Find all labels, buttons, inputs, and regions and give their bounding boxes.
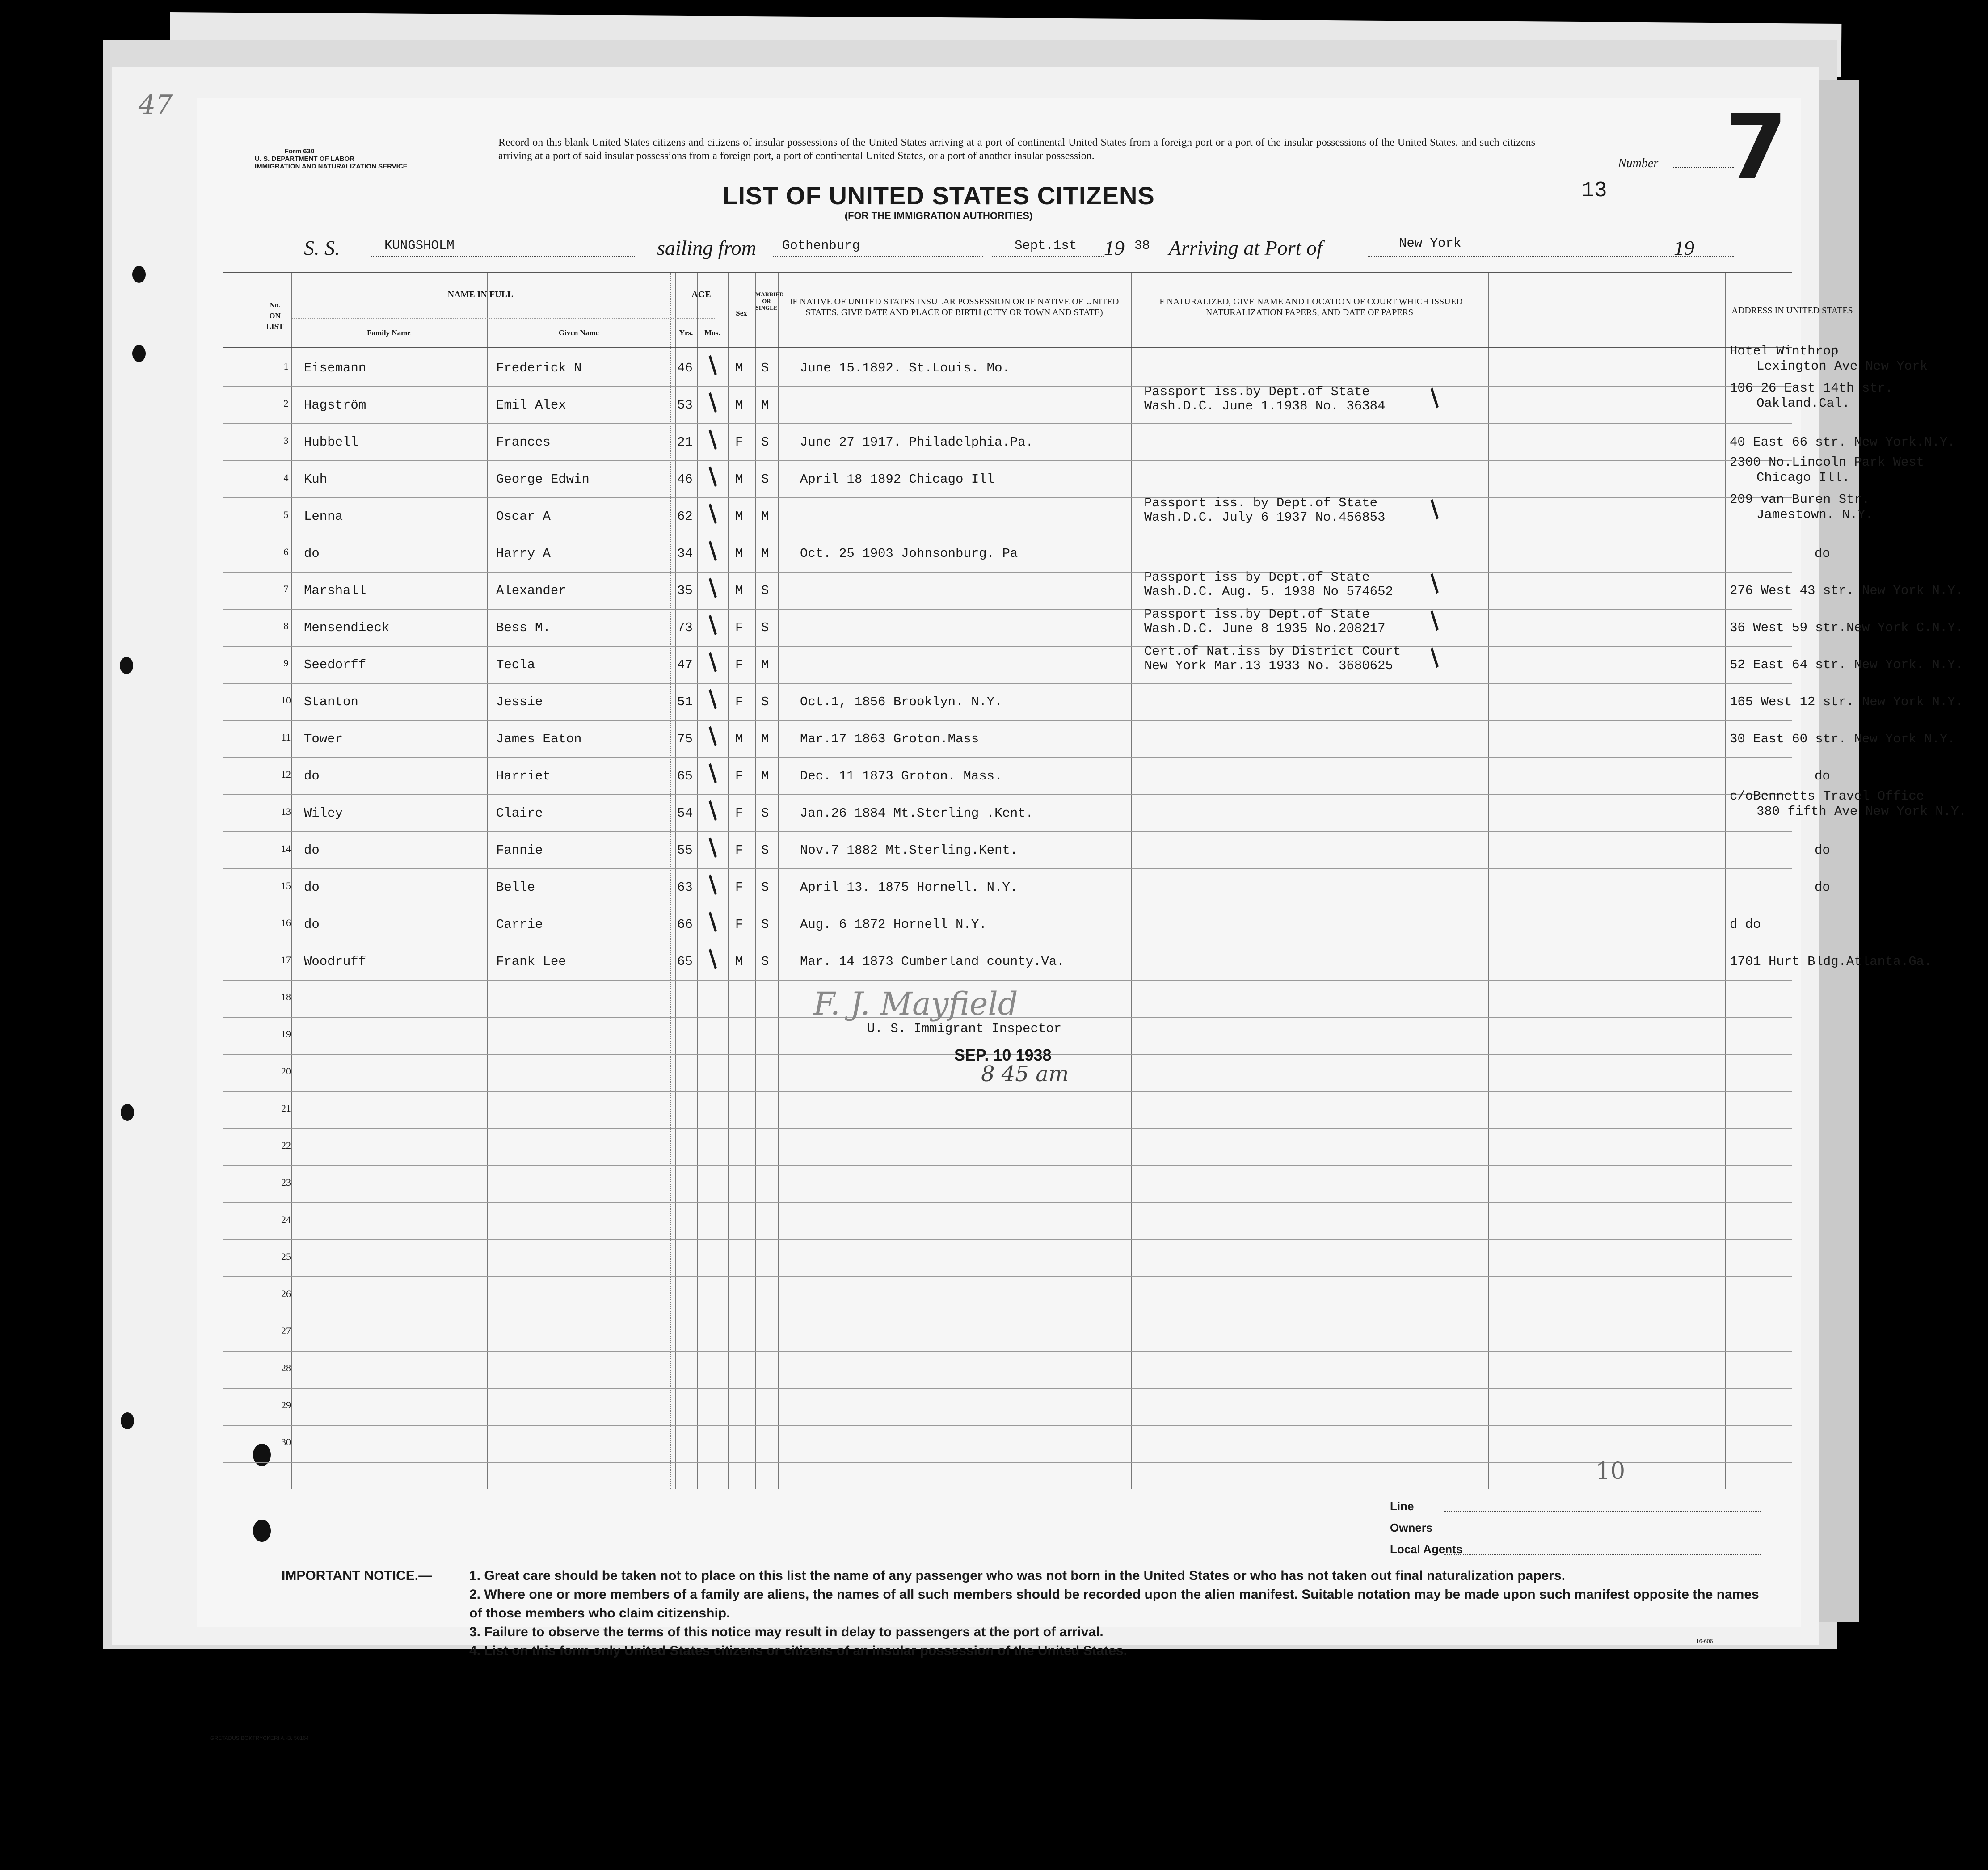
sex: M [735,583,743,598]
row-number: 10 [281,695,291,706]
family-name: Hagström [304,398,366,413]
age-years: 75 [677,732,693,746]
address-line: 276 West 43 str. New York N.Y. [1730,583,1963,598]
family-name: do [304,546,320,561]
birth-info: Nov.7 1882 Mt.Sterling.Kent. [800,843,1018,858]
given-name: Tecla [496,657,535,672]
row-number: 16 [281,917,291,928]
year2-prefix: 19 [1674,236,1694,259]
column-divider [1488,273,1489,1489]
check-mark: / [701,648,724,676]
given-name: Bess M. [496,620,551,635]
row-rule [223,1202,1792,1203]
address-line: 40 East 66 str. New York.N.Y. [1730,435,1955,450]
header-birth: IF NATIVE OF UNITED STATES INSULAR POSSESSION OR IF NATIVE OF UNITED STATES, GIVE DATE AND PLACE OF BIRTH (CITY OR TOWN AND STATE) [789,297,1119,317]
row-number: 21 [281,1103,291,1114]
check-mark: / [1423,644,1446,671]
row-number: 7 [283,583,289,594]
family-name: do [304,880,320,895]
row-number: 27 [281,1325,291,1336]
age-years: 51 [677,695,693,709]
family-name: Seedorff [304,657,366,672]
row-number: 23 [281,1177,291,1188]
check-mark: / [701,425,724,453]
check-mark: / [701,388,724,416]
column-divider [728,273,729,1489]
header-years: Yrs. [679,329,693,337]
row-number: 12 [281,769,291,780]
sex: F [735,769,743,783]
address-line: d do [1730,917,1761,932]
address-line: 1701 Hurt Bldg.Atlanta.Ga. [1730,954,1932,969]
naturalization-line: Wash.D.C. July 6 1937 No.456853 [1144,510,1386,525]
check-mark: / [701,537,724,564]
form-title: LIST OF UNITED STATES CITIZENS [722,181,1155,210]
age-years: 65 [677,769,693,783]
age-years: 46 [677,361,693,375]
sex: M [735,472,743,487]
notice-item: 2. Where one or more members of a family are aliens, the names of all such members should be recorded upon the alien manifest. Suitable notation may be made upon such manifest opposite the names of those members who claim citizenship. [469,1587,1759,1621]
birth-info: Mar.17 1863 Groton.Mass [800,732,979,746]
row-rule [223,1239,1792,1240]
marital-status: S [761,361,769,375]
birth-info: Dec. 11 1873 Groton. Mass. [800,769,1002,783]
sex: M [735,361,743,375]
address-line: 36 West 59 str.New York C.N.Y. [1730,620,1963,635]
punch-hole [253,1520,271,1542]
given-name: Frederick N [496,361,582,375]
age-years: 66 [677,917,693,932]
check-mark: / [701,834,724,861]
naturalization-line: Cert.of Nat.iss by District Court [1144,644,1401,659]
marital-status: S [761,880,769,895]
naturalization-line: Passport iss by Dept.of State [1144,570,1370,585]
family-name: Eisemann [304,361,366,375]
birth-info: June 15.1892. St.Louis. Mo. [800,361,1010,375]
header-name-in-full: NAME IN FULL [447,290,514,299]
address-line: Oakland.Cal. [1756,396,1850,411]
age-years: 63 [677,880,693,895]
age-years: 35 [677,583,693,598]
row-rule [223,980,1792,981]
row-number: 4 [283,472,289,483]
header-sex: Sex [736,309,747,317]
address-line: do [1815,880,1830,895]
row-number: 29 [281,1399,291,1411]
family-name: Hubbell [304,435,358,450]
sex: M [735,546,743,561]
marital-status: M [761,509,769,524]
address-line: Chicago Ill. [1756,470,1850,485]
row-number: 22 [281,1140,291,1151]
sex: F [735,435,743,450]
row-rule [223,386,1792,387]
sex: M [735,509,743,524]
check-mark: / [701,351,724,379]
dotted-line [371,256,635,257]
port-to: New York [1399,236,1462,251]
birth-info: Oct. 25 1903 Johnsonburg. Pa [800,546,1018,561]
dotted-line [773,256,983,257]
check-mark: / [701,500,724,527]
time-note: 8 45 am [981,1061,1069,1087]
sailing-date: Sept.1st [1015,238,1077,253]
naturalization-line: Passport iss.by Dept.of State [1144,384,1370,399]
sex: M [735,954,743,969]
row-number: 19 [281,1028,291,1040]
address-line: Lexington Ave New York [1756,359,1928,374]
record-instructions: Record on this blank United States citizens and citizens of insular possessions of the United States arriving at a port of continental United States from a foreign port or a port of the insular possessions of the United States, and such citizens arriving at a port of said insular possessions from a foreign port, a port of continental United States, or a port of another insular possession. [498,137,1535,162]
header-subdivider [291,318,715,319]
address-line: 30 East 60 str. New York N.Y. [1730,732,1955,746]
column-divider [697,273,698,1489]
pencil-note: 10 [1596,1458,1626,1485]
naturalization-line: Passport iss.by Dept.of State [1144,607,1370,622]
service-name: IMMIGRATION AND NATURALIZATION SERVICE [255,163,408,170]
address-line: do [1815,769,1830,783]
row-number: 14 [281,843,291,854]
age-years: 54 [677,806,693,821]
given-name: Carrie [496,917,543,932]
given-name: Emil Alex [496,398,566,413]
column-divider [755,273,756,1489]
row-number: 8 [283,620,289,632]
naturalization-line: Wash.D.C. June 1.1938 No. 36384 [1144,399,1386,413]
given-name: Jessie [496,695,543,709]
list-number: 7 [1725,95,1788,199]
birth-info: Aug. 6 1872 Hornell N.Y. [800,917,987,932]
inspector-title: U. S. Immigrant Inspector [867,1021,1062,1036]
punch-hole [132,345,146,362]
header-no-on-list: No. ON LIST [266,301,284,331]
given-name: James Eaton [496,732,582,746]
birth-info: April 18 1892 Chicago Ill [800,472,995,487]
address-line: 106 26 East 14th str. [1730,381,1893,396]
birth-info: April 13. 1875 Hornell. N.Y. [800,880,1018,895]
check-mark: / [1423,495,1446,523]
row-rule [223,572,1792,573]
row-number: 28 [281,1362,291,1373]
row-rule [223,1128,1792,1129]
agents-block [1390,1499,1761,1564]
column-divider [670,273,671,1489]
sex: F [735,695,743,709]
row-number: 3 [283,435,289,446]
date-stamp: SEP. 10 1938 [954,1046,1052,1064]
sailing-label: sailing from [657,236,756,259]
row-rule [223,646,1792,647]
marital-status: M [761,769,769,783]
local-agents-label: Local Agents [1390,1542,1761,1564]
row-rule [223,423,1792,424]
header-family-name: Family Name [367,329,411,337]
year-prefix: 19 [1104,236,1125,259]
line-label: Line [1390,1499,1761,1521]
row-number: 6 [283,546,289,557]
margin-pencil-mark: 47 [139,89,173,121]
notice-item: 1. Great care should be taken not to place on this list the name of any passenger who was not born in the United States or who has not taken out final naturalization papers. [469,1568,1566,1583]
family-name: Marshall [304,583,366,598]
sex: F [735,806,743,821]
ss-label: S. S. [304,236,340,259]
address-line: c/oBennetts Travel Office [1730,789,1925,804]
marital-status: M [761,398,769,413]
notice-item: 3. Failure to observe the terms of this notice may result in delay to passengers at the port of arrival. [469,1625,1104,1639]
dotted-line [992,256,1104,257]
row-rule [223,683,1792,684]
address-line: 380 fifth Ave New York N.Y. [1756,804,1967,819]
punch-hole [132,266,146,283]
check-mark: / [1423,606,1446,634]
row-rule [223,757,1792,758]
address-line: Jamestown. N.Y. [1756,507,1874,522]
number-label: Number [1618,156,1659,170]
age-years: 34 [677,546,693,561]
row-rule [223,1165,1792,1166]
birth-info: Jan.26 1884 Mt.Sterling .Kent. [800,806,1034,821]
age-years: 47 [677,657,693,672]
punch-hole [121,1104,134,1121]
form-code: 16-606 [1696,1638,1713,1644]
marital-status: S [761,954,769,969]
page-number: 13 [1581,179,1607,203]
age-years: 21 [677,435,693,450]
header-naturalized: IF NATURALIZED, GIVE NAME AND LOCATION OF COURT WHICH ISSUED NATURALIZATION PAPERS, AND DATE OF PAPERS [1156,297,1463,317]
check-mark: / [701,945,724,973]
column-divider [778,273,779,1489]
row-rule [223,831,1792,832]
marital-status: S [761,620,769,635]
given-name: Alexander [496,583,566,598]
punch-hole [120,657,133,674]
row-number: 15 [281,880,291,891]
naturalization-line: Passport iss. by Dept.of State [1144,496,1378,510]
age-years: 53 [677,398,693,413]
row-rule [223,1388,1792,1389]
family-name: Kuh [304,472,328,487]
sex: F [735,843,743,858]
form-subtitle: (FOR THE IMMIGRATION AUTHORITIES) [844,210,1033,221]
row-number: 26 [281,1288,291,1299]
marital-status: S [761,917,769,932]
row-rule [223,1091,1792,1092]
given-name: George Edwin [496,472,590,487]
passenger-table [223,272,1967,1498]
given-name: Harry A [496,546,551,561]
row-number: 13 [281,806,291,817]
column-divider [1725,273,1726,1489]
given-name: Harriet [496,769,551,783]
row-rule [223,720,1792,721]
row-number: 5 [283,509,289,520]
sex: F [735,917,743,932]
check-mark: / [701,722,724,750]
family-name: Woodruff [304,954,366,969]
naturalization-line: Wash.D.C. Aug. 5. 1938 No 574652 [1144,584,1393,599]
check-mark: / [701,871,724,898]
age-years: 55 [677,843,693,858]
inspector-signature: F. J. Mayfield [813,986,1018,1022]
age-years: 65 [677,954,693,969]
family-name: Lenna [304,509,343,524]
row-rule [223,1462,1792,1463]
check-mark: / [701,759,724,787]
check-mark: / [701,908,724,935]
address-line: do [1815,843,1830,858]
naturalization-line: Wash.D.C. June 8 1935 No.208217 [1144,621,1386,636]
row-number: 1 [283,361,289,372]
column-divider [487,273,488,1489]
check-mark: / [701,574,724,602]
header-months: Mos. [704,329,720,337]
family-name: do [304,769,320,783]
arriving-label: Arriving at Port of [1169,236,1323,259]
department-name: U. S. DEPARTMENT OF LABOR [255,155,355,163]
column-divider [1131,273,1132,1489]
birth-info: Oct.1, 1856 Brooklyn. N.Y. [800,695,1002,709]
form-identification [255,147,408,170]
marital-status: S [761,843,769,858]
year-suffix: 38 [1134,238,1150,253]
header-address: ADDRESS IN UNITED STATES [1731,306,1853,316]
number-line [1672,167,1734,168]
row-rule [223,1425,1792,1426]
check-mark: / [701,685,724,713]
row-number: 25 [281,1251,291,1262]
row-rule [223,1276,1792,1277]
family-name: Stanton [304,695,358,709]
notice-heading: IMPORTANT NOTICE.— [282,1568,432,1583]
ship-name: KUNGSHOLM [384,238,455,253]
punch-hole [121,1412,134,1429]
check-mark: / [701,796,724,824]
owners-label: Owners [1390,1521,1761,1542]
address-line: 209 van Buren Str. [1730,492,1870,507]
naturalization-line: New York Mar.13 1933 No. 3680625 [1144,658,1393,673]
row-number: 9 [283,657,289,669]
family-name: Mensendieck [304,620,390,635]
check-mark: / [701,611,724,639]
row-number: 17 [281,954,291,965]
given-name: Frances [496,435,551,450]
address-line: do [1815,546,1830,561]
notice-item: 4. List on this form only United States citizens or citizens of an insular possession of the United States. [469,1643,1127,1658]
check-mark: / [701,463,724,490]
header-given-name: Given Name [558,329,599,337]
row-number: 11 [281,732,291,743]
address-line: Hotel Winthrop [1730,344,1839,358]
age-years: 62 [677,509,693,524]
given-name: Claire [496,806,543,821]
row-rule [223,460,1792,461]
notice-body [469,1567,1765,1660]
birth-info: June 27 1917. Philadelphia.Pa. [800,435,1034,450]
marital-status: S [761,435,769,450]
sex: F [735,880,743,895]
row-number: 24 [281,1214,291,1225]
marital-status: M [761,546,769,561]
check-mark: / [1423,384,1446,412]
voyage-line [304,236,1725,263]
family-name: Tower [304,732,343,746]
birth-info: Mar. 14 1873 Cumberland county.Va. [800,954,1065,969]
printer-mark: GRETADUS BOKTRYCKERI A.-B. 50164 [210,1735,309,1741]
row-number: 20 [281,1066,291,1077]
given-name: Oscar A [496,509,551,524]
row-rule [223,794,1792,795]
marital-status: S [761,695,769,709]
check-mark: / [1423,569,1446,597]
sex: F [735,620,743,635]
row-number: 18 [281,991,291,1002]
age-years: 73 [677,620,693,635]
row-rule [223,868,1792,869]
address-line: 2300 No.Lincoln Park West [1730,455,1925,470]
row-rule [223,1351,1792,1352]
marital-status: M [761,732,769,746]
family-name: do [304,843,320,858]
address-line: 165 West 12 str. New York N.Y. [1730,695,1963,709]
header-bottom-rule [223,347,1792,348]
form-number: Form 630 [284,147,315,155]
given-name: Frank Lee [496,954,566,969]
marital-status: S [761,472,769,487]
age-years: 46 [677,472,693,487]
header-married-single: MARRIED OR SINGLE [755,291,784,311]
row-number: 2 [283,398,289,409]
row-rule [223,497,1792,498]
sex: M [735,732,743,746]
given-name: Fannie [496,843,543,858]
marital-status: M [761,657,769,672]
address-line: 52 East 64 str. New York. N.Y. [1730,657,1963,672]
port-from: Gothenburg [782,238,860,253]
row-number: 30 [281,1436,291,1448]
row-rule [223,609,1792,610]
family-name: do [304,917,320,932]
given-name: Belle [496,880,535,895]
marital-status: S [761,806,769,821]
column-divider [675,273,676,1489]
sex: M [735,398,743,413]
header-age: AGE [691,290,711,299]
marital-status: S [761,583,769,598]
sex: F [735,657,743,672]
family-name: Wiley [304,806,343,821]
